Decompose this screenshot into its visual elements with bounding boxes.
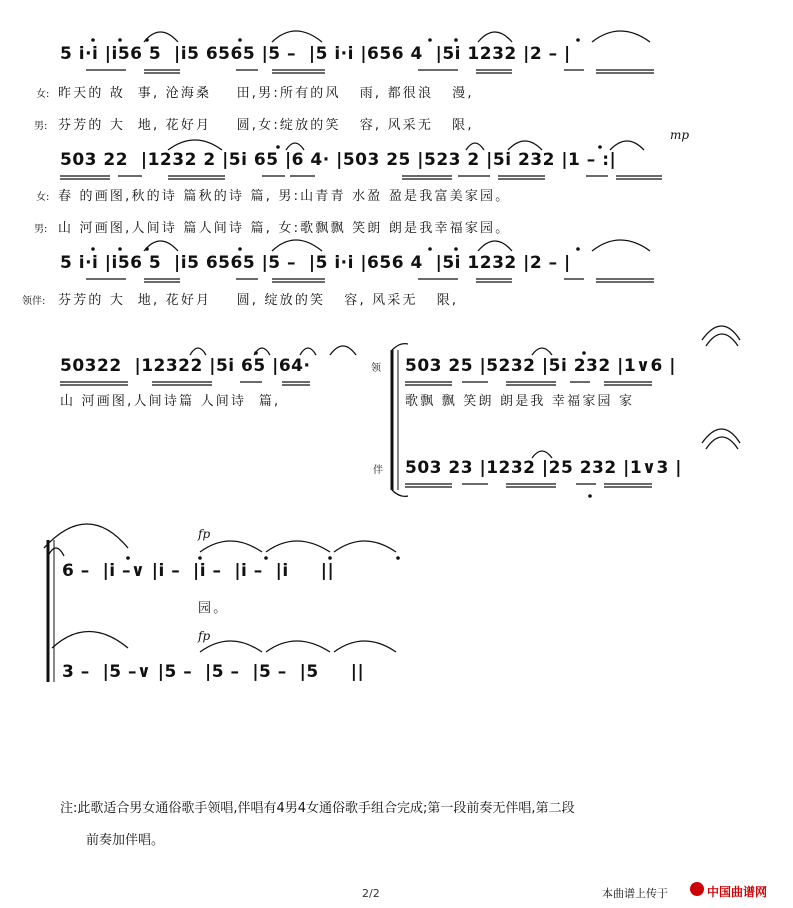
system2-lyric2: 山 河画图,人间诗 篇人间诗 篇, 女:歌飘飘 笑朗 朗是我幸福家园。 — [58, 221, 511, 236]
slur — [610, 141, 644, 150]
octave-dot — [238, 247, 242, 251]
octave-dot — [454, 38, 458, 42]
system1-lyric1: 昨天的 故 事, 沧海桑 田,男:所有的风 雨, 都很浪 漫, — [58, 86, 474, 101]
octave-dot — [264, 556, 268, 560]
slur — [532, 348, 552, 355]
octave-dot — [254, 351, 258, 355]
octave-dot — [396, 556, 400, 560]
slur — [532, 451, 552, 458]
slur — [168, 140, 222, 150]
page-number: 2/2 — [362, 887, 380, 900]
system1-lyric2: 芬芳的 大 地, 花好月 圆,女:绽放的笑 容, 风采无 限, — [58, 118, 474, 133]
system4-notes: 50322 |12322 |5i 65 |64· — [60, 356, 311, 376]
octave-dot — [276, 145, 280, 149]
slur — [592, 240, 650, 251]
octave-dot — [91, 38, 95, 42]
octave-dot — [428, 247, 432, 251]
system2-lyric1: 春 的画图,秋的诗 篇秋的诗 篇, 男:山青青 水盈 盈是我富美家园。 — [58, 189, 511, 204]
slur — [144, 241, 178, 251]
octave-dot — [576, 38, 580, 42]
slur — [266, 541, 330, 552]
octave-dot — [576, 247, 580, 251]
octave-dot — [582, 351, 586, 355]
slur — [200, 641, 262, 652]
system5-dynamic-fp: fp — [198, 527, 211, 541]
slur — [144, 32, 178, 42]
octave-dot — [328, 556, 332, 560]
slur — [334, 541, 396, 552]
octave-dot — [118, 38, 122, 42]
slur — [190, 348, 206, 355]
footnote-line1: 注:此歌适合男女通俗歌手领唱,伴唱有4男4女通俗歌手组合完成;第一段前奏无伴唱,第二段 — [60, 801, 575, 816]
site-name-link[interactable]: 中国曲谱网 — [707, 885, 768, 899]
slur — [48, 548, 64, 556]
octave-dot — [126, 556, 130, 560]
octave-dot — [428, 38, 432, 42]
system2-notes: 503 22 |1232 2 |5i 65 |6 4· |503 25 |523 2 |5i 232 |1 – :| — [60, 150, 617, 170]
low-octave-dot — [588, 494, 592, 498]
system4-lyric: 山 河画图,人间诗篇 人间诗 篇, — [60, 394, 281, 409]
slur — [272, 31, 322, 42]
system1-notes: 5 i·i |i56 5 |i5 6565 |5 – |5 i·i |656 4 |5i 1232 |2 – | — [60, 44, 571, 64]
system5-upper-notes: 6 – |i –∨ |i – |i – |i – |i || — [62, 561, 335, 581]
slur — [702, 326, 740, 340]
octave-dot — [145, 38, 149, 42]
octave-dot — [118, 247, 122, 251]
slur — [286, 143, 304, 150]
slur — [508, 141, 542, 150]
slur — [266, 641, 330, 652]
slur — [706, 334, 738, 346]
slur — [44, 524, 128, 548]
bracket — [392, 344, 408, 497]
system2-dynamic-mp: mp — [670, 128, 690, 142]
octave-dot — [454, 247, 458, 251]
system2-lyric2-label: 男: — [34, 224, 48, 235]
system3-lyric: 芬芳的 大 地, 花好月 圆, 绽放的笑 容, 风采无 限, — [58, 293, 459, 308]
slur — [52, 632, 128, 649]
slur — [702, 429, 740, 443]
slur — [706, 437, 738, 449]
slur — [334, 641, 396, 652]
slur — [200, 541, 262, 552]
slur — [300, 348, 316, 355]
system3-notes: 5 i·i |i56 5 |i5 6565 |5 – |5 i·i |656 4 |5i 1232 |2 – | — [60, 253, 571, 273]
system4-lead-notes: 503 25 |5232 |5i 232 |1∨6 | — [405, 356, 676, 376]
octave-dot — [598, 145, 602, 149]
slur — [478, 241, 512, 251]
slur — [592, 31, 650, 42]
footnote-line2: 前奏加伴唱。 — [86, 833, 165, 848]
system4-lead-label: 领 — [371, 363, 381, 374]
octave-dot — [91, 247, 95, 251]
system3-lyric-label: 领伴: — [22, 296, 46, 307]
system4-chorus-label: 伴 — [373, 465, 383, 476]
system5-lower-notes: 3 – |5 –∨ |5 – |5 – |5 – |5 || — [62, 662, 365, 682]
octave-dot — [238, 38, 242, 42]
system1-lyric1-label: 女: — [36, 89, 50, 100]
system5-dynamic-fp-lower: fp — [198, 629, 211, 643]
octave-dot — [198, 556, 202, 560]
upload-credit: 本曲谱上传于 — [602, 887, 668, 900]
slur — [330, 346, 356, 355]
octave-dot — [145, 247, 149, 251]
system1-lyric2-label: 男: — [34, 121, 48, 132]
system4-chorus-notes: 503 23 |1232 |25 232 |1∨3 | — [405, 458, 682, 478]
slur — [466, 143, 484, 150]
system5-upper-lyric: 园。 — [198, 601, 229, 616]
system2-lyric1-label: 女: — [36, 192, 50, 203]
system4-lead-lyric: 歌飘 飘 笑朗 朗是我 幸福家园 家 — [405, 394, 635, 409]
slur — [478, 32, 512, 42]
slur — [272, 240, 322, 251]
